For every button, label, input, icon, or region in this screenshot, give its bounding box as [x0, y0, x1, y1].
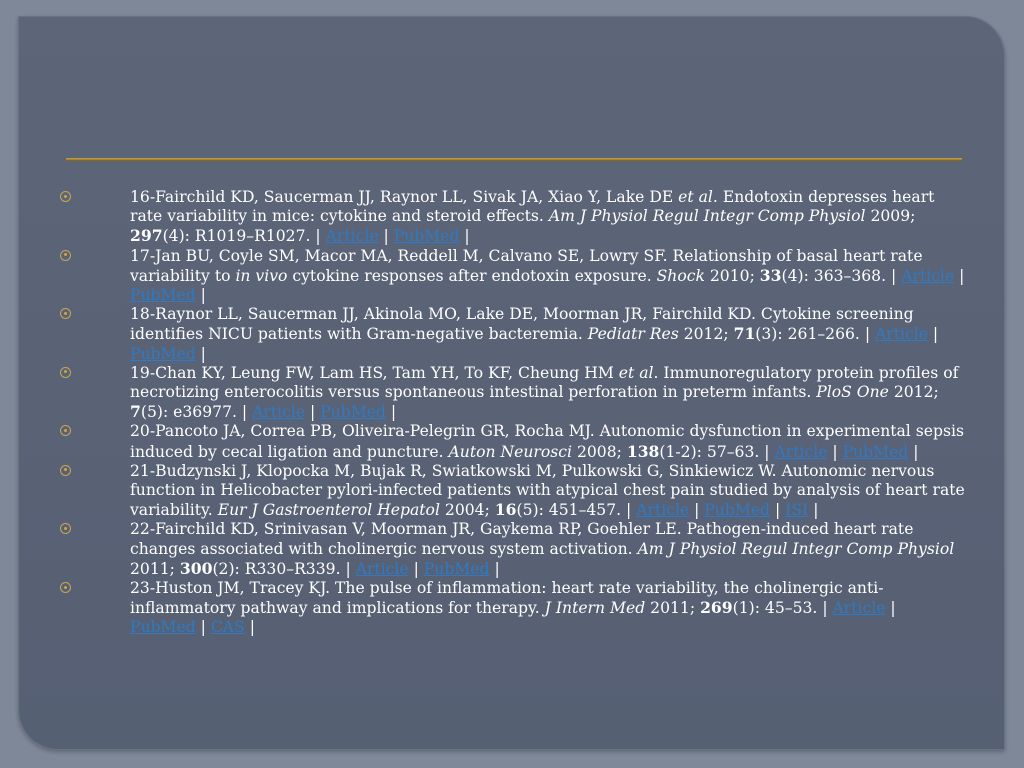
reference-authors: 23-Huston JM, Tracey KJ. The pulse of inflammation: heart rate variability, the cholinergic anti-inflammatory pathway and implications for therapy. — [130, 579, 884, 618]
reference-link-pubmed[interactable]: PubMed — [130, 344, 196, 363]
reference-journal: Am J Physiol Regul Integr Comp Physiol — [548, 207, 866, 226]
reference-authors: 17-Jan BU, Coyle SM, Macor MA, Reddell M, Calvano SE, Lowry SF. Relationship of basal heart rate variability to — [130, 246, 923, 285]
reference-italic-phrase: et al — [618, 363, 654, 382]
reference-title: . Endotoxin depresses heart rate variability in mice: cytokine and steroid effects. — [130, 188, 935, 226]
reference-tail: | — [385, 403, 397, 422]
link-separator: | — [954, 266, 965, 285]
reference-pages: (1): 45–53. | — [732, 599, 833, 618]
reference-journal: J Intern Med — [544, 599, 646, 618]
circle-bullet-icon — [60, 367, 71, 378]
reference-year: 2011; — [130, 559, 180, 578]
circle-bullet-icon — [60, 250, 71, 261]
reference-tail: | — [908, 442, 919, 461]
link-separator: | — [770, 501, 786, 520]
reference-volume: 300 — [179, 558, 213, 578]
reference-item — [60, 579, 965, 638]
reference-volume: 71 — [733, 324, 756, 344]
reference-year: 2008; — [571, 442, 627, 461]
reference-item — [60, 305, 965, 364]
reference-link-isi[interactable]: ISI — [785, 501, 809, 520]
reference-tail: | — [489, 559, 500, 578]
reference-link-pubmed[interactable]: PubMed — [393, 227, 460, 246]
reference-tail: | — [195, 344, 206, 363]
reference-item — [60, 422, 965, 461]
circle-bullet-icon — [60, 191, 71, 202]
reference-link-pubmed[interactable]: PubMed — [320, 403, 386, 422]
reference-authors: 22-Fairchild KD, Srinivasan V, Moorman JR, Gaykema RP, Goehler LE. Pathogen-induced heart rate changes associated with cholinergic nervous system activation. — [130, 520, 914, 558]
link-separator: | — [927, 325, 939, 344]
reference-item — [60, 462, 965, 521]
reference-link-pubmed[interactable]: PubMed — [130, 286, 196, 305]
reference-link-article[interactable]: Article — [252, 403, 306, 422]
reference-authors: 19-Chan KY, Leung FW, Lam HS, Tam YH, To KF, Cheung HM — [130, 363, 619, 382]
reference-link-pubmed[interactable]: PubMed — [704, 501, 771, 520]
reference-link-article[interactable]: Article — [875, 325, 928, 344]
reference-volume: 269 — [700, 598, 733, 618]
reference-pages: (4): R1019–R1027. | — [162, 227, 326, 246]
reference-journal: PloS One — [816, 383, 889, 402]
reference-tail: | — [195, 286, 206, 305]
reference-title: . Immunoregulatory protein profiles of necrotizing enterocolitis versus spontaneous intestinal perforation in preterm infants. — [130, 363, 959, 402]
reference-link-pubmed[interactable]: PubMed — [130, 618, 196, 637]
reference-journal: Am J Physiol Regul Integr Comp Physiol — [637, 539, 955, 558]
circle-bullet-icon — [60, 465, 71, 476]
reference-list — [60, 188, 965, 638]
reference-link-article[interactable]: Article — [901, 266, 955, 285]
reference-journal: Eur J Gastroenterol Hepatol — [217, 501, 440, 520]
reference-item — [60, 520, 965, 579]
reference-year: 2009; — [865, 207, 916, 226]
reference-year: 2012; — [888, 383, 939, 402]
reference-tail: | — [808, 501, 819, 520]
reference-journal: Pediatr Res — [587, 325, 679, 344]
reference-link-article[interactable]: Article — [636, 501, 690, 520]
reference-pages: (3): 261–266. | — [755, 325, 876, 344]
link-separator: | — [195, 618, 211, 637]
reference-link-article[interactable]: Article — [355, 559, 409, 578]
reference-italic-phrase: in vivo — [235, 266, 288, 285]
reference-link-pubmed[interactable]: PubMed — [423, 559, 490, 578]
reference-year: 2004; — [439, 501, 495, 520]
reference-journal: Shock — [656, 266, 705, 285]
reference-link-article[interactable]: Article — [325, 227, 379, 246]
reference-tail: | — [459, 227, 470, 246]
reference-authors: 16-Fairchild KD, Saucerman JJ, Raynor LL, Sivak JA, Xiao Y, Lake DE — [130, 188, 679, 206]
link-separator: | — [305, 403, 321, 422]
reference-volume: 138 — [626, 441, 660, 461]
reference-authors: 18-Raynor LL, Saucerman JJ, Akinola MO, Lake DE, Moorman JR, Fairchild KD. Cytokine screening identifies NICU patients with Gram-negative bacteremia. — [130, 305, 914, 344]
reference-pages: (2): R330–R339. | — [212, 559, 356, 578]
link-separator: | — [827, 442, 843, 461]
circle-bullet-icon — [60, 425, 71, 436]
reference-tail: | — [244, 618, 255, 637]
circle-bullet-icon — [60, 582, 71, 593]
link-separator: | — [885, 599, 896, 618]
reference-link-cas[interactable]: CAS — [210, 618, 245, 637]
reference-year: 2010; — [704, 266, 760, 285]
link-separator: | — [378, 227, 394, 246]
reference-pages: (4): 363–368. | — [781, 266, 902, 285]
reference-volume: 297 — [130, 226, 163, 246]
reference-year: 2012; — [678, 325, 734, 344]
reference-volume: 33 — [759, 265, 782, 285]
title-divider — [66, 158, 962, 161]
circle-bullet-icon — [60, 523, 71, 534]
reference-link-article[interactable]: Article — [832, 599, 886, 618]
reference-item — [60, 247, 965, 306]
reference-pages: (5): e36977. | — [140, 403, 253, 422]
reference-volume: 16 — [494, 500, 517, 520]
reference-title: cytokine responses after endotoxin exposure. — [287, 266, 657, 285]
reference-authors: 21-Budzynski J, Klopocka M, Bujak R, Swiatkowski M, Pulkowski G, Sinkiewicz W. Autonomic nervous function in Helicobacter pylori-infected patients with atypical chest pain studied by analysis of heart rate variability. — [130, 461, 965, 520]
link-separator: | — [408, 559, 424, 578]
reference-authors: 20-Pancoto JA, Correa PB, Oliveira-Pelegrin GR, Rocha MJ. Autonomic dysfunction in experimental sepsis induced by cecal ligation and puncture. — [130, 422, 964, 461]
reference-pages: (5): 451–457. | — [516, 501, 637, 520]
link-separator: | — [689, 501, 705, 520]
reference-item — [60, 188, 965, 247]
circle-bullet-icon — [60, 308, 71, 319]
reference-link-pubmed[interactable]: PubMed — [842, 442, 909, 461]
reference-link-article[interactable]: Article — [774, 442, 828, 461]
reference-item — [60, 364, 965, 423]
reference-volume: 7 — [130, 402, 141, 422]
reference-pages: (1-2): 57–63. | — [659, 442, 775, 461]
reference-year: 2011; — [645, 599, 701, 618]
reference-italic-phrase: et al — [678, 188, 713, 206]
reference-journal: Auton Neurosci — [448, 442, 572, 461]
